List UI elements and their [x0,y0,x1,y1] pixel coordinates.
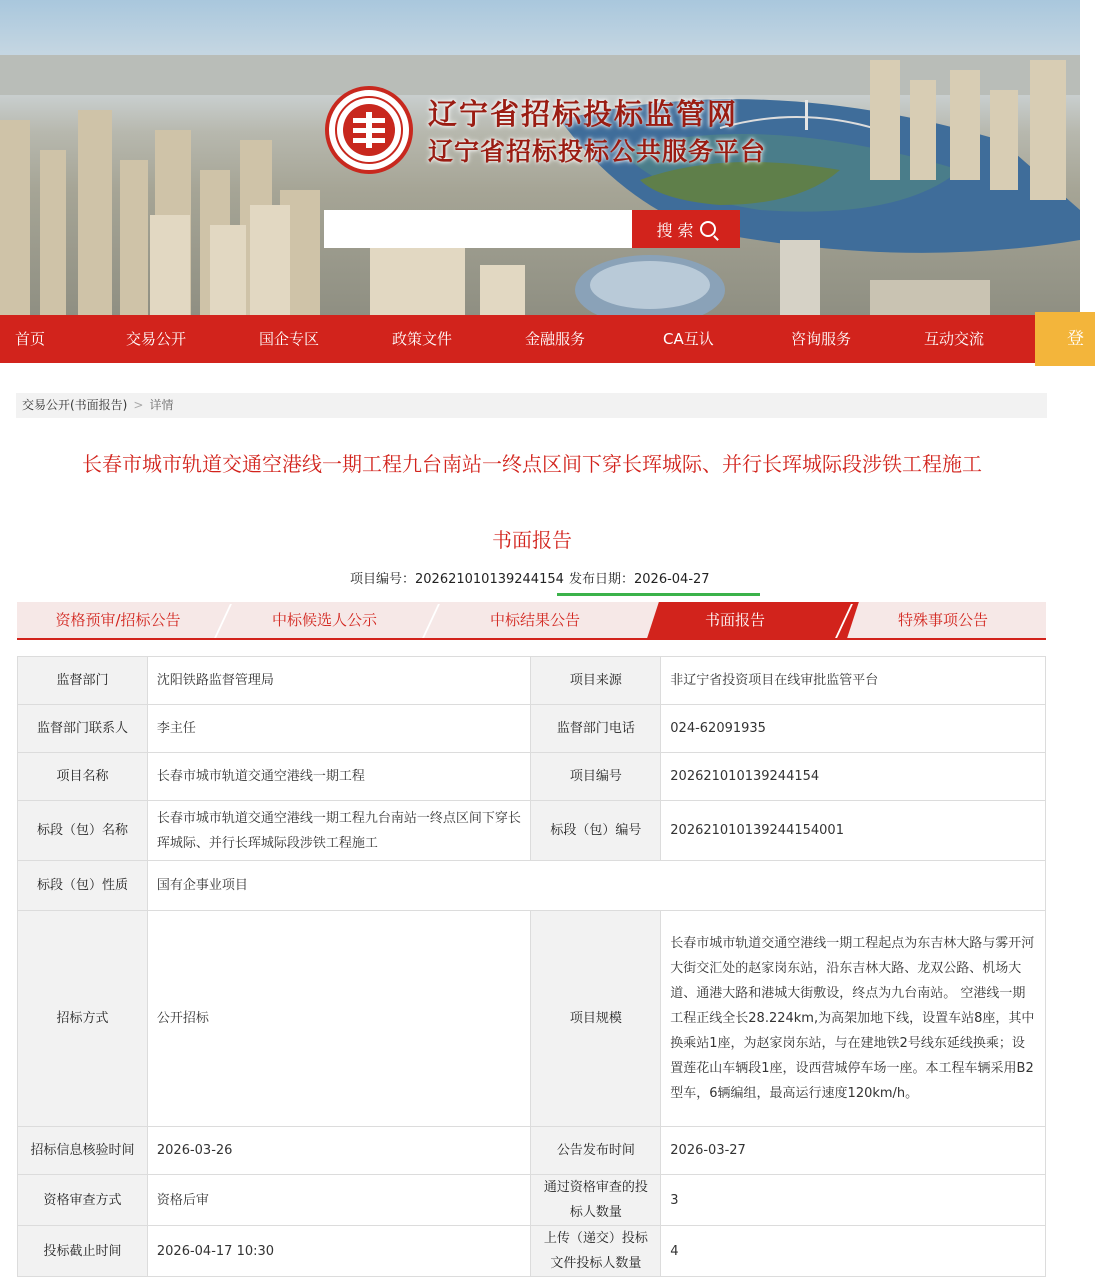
announcement-tabs [17,602,1046,640]
nav-item-consult[interactable]: 咨询服务 [791,330,852,348]
cell-label: 通过资格审查的投标人数量 [531,1175,661,1226]
table-row [18,657,1046,705]
logo-glyph [343,104,395,156]
search-button-label: 搜 索 [656,220,694,240]
cell-label: 监督部门联系人 [18,705,148,753]
cell-label: 标段（包）名称 [18,801,148,861]
nav-item-soe[interactable]: 国企专区 [259,330,320,348]
nav-item-home[interactable]: 首页 [15,330,46,348]
nav-item-finance[interactable]: 金融服务 [525,330,586,348]
login-button[interactable]: 登 [1035,312,1095,366]
cell-label: 监督部门电话 [531,705,661,753]
nav-item-ca[interactable]: CA互认 [663,330,714,348]
cell-value: 沈阳铁路监督管理局 [147,657,531,705]
cell-label: 招标方式 [18,911,148,1127]
table-row [18,1175,1046,1226]
publish-date-label: 发布日期： [569,572,635,587]
cell-value: 024-62091935 [661,705,1046,753]
site-title: 辽宁省招标投标监管网 [428,97,739,131]
nav-item-interaction[interactable]: 互动交流 [924,330,985,348]
table-row [18,861,1046,911]
project-number-label: 项目编号： [350,572,416,587]
table-row [18,801,1046,861]
nav-item-policy[interactable]: 政策文件 [392,330,453,348]
tab-special-notice[interactable]: 特殊事项公告 [897,611,988,629]
table-row [18,1127,1046,1175]
cell-label: 招标信息核验时间 [18,1127,148,1175]
publish-date-underline [557,593,760,596]
cell-label: 项目名称 [18,753,148,801]
cell-value: 公开招标 [147,911,531,1127]
site-logo-icon[interactable] [325,86,413,174]
site-subtitle: 辽宁省招标投标公共服务平台 [428,137,767,166]
cell-value: 长春市城市轨道交通空港线一期工程 [147,753,531,801]
cell-label: 公告发布时间 [531,1127,661,1175]
project-number-value: 202621010139244154 [415,572,564,587]
breadcrumb [16,393,1047,418]
cell-value: 202621010139244154 [661,753,1046,801]
project-number-meta [350,568,564,587]
search-icon [700,221,716,237]
nav-item-trading[interactable]: 交易公开 [126,330,187,348]
breadcrumb-chevron-icon: > [133,398,144,412]
cell-value: 李主任 [147,705,531,753]
cell-label: 项目来源 [531,657,661,705]
table-row [18,1226,1046,1277]
document-type: 书面报告 [492,528,572,552]
breadcrumb-parent[interactable]: 交易公开(书面报告) [22,398,128,412]
main-nav [0,315,1080,363]
cell-label: 项目规模 [531,911,661,1127]
table-row [18,911,1046,1127]
cell-label: 投标截止时间 [18,1226,148,1277]
cell-label: 上传（递交）投标文件投标人数量 [531,1226,661,1277]
header-banner [0,0,1080,315]
cell-label: 标段（包）性质 [18,861,148,911]
cell-value: 202621010139244154001 [661,801,1046,861]
table-row [18,705,1046,753]
tab-prequalification[interactable]: 资格预审/招标公告 [55,611,181,629]
cell-value: 2026-04-17 10:30 [147,1226,531,1277]
search-button[interactable] [632,210,740,248]
cell-label: 资格审查方式 [18,1175,148,1226]
tab-candidates[interactable]: 中标候选人公示 [271,611,377,629]
table-row [18,753,1046,801]
cell-label: 项目编号 [531,753,661,801]
cell-value: 长春市城市轨道交通空港线一期工程九台南站一终点区间下穿长珲城际、并行长珲城际段涉铁工程施工 [147,801,531,861]
cell-label: 标段（包）编号 [531,801,661,861]
cell-value: 2026-03-27 [661,1127,1046,1175]
cell-value: 资格后审 [147,1175,531,1226]
tab-result[interactable]: 中标结果公告 [489,611,580,629]
tab-written-report[interactable]: 书面报告 [704,611,765,629]
cell-value: 4 [661,1226,1046,1277]
cell-value: 3 [661,1175,1046,1226]
cell-value: 非辽宁省投资项目在线审批监管平台 [661,657,1046,705]
search-input[interactable] [324,210,632,248]
publish-date-value: 2026-04-27 [634,572,710,587]
cell-value: 2026-03-26 [147,1127,531,1175]
cell-value: 长春市城市轨道交通空港线一期工程起点为东吉林大路与雾开河大街交汇处的赵家岗东站，沿东吉林大路、龙双公路、机场大道、通港大路和港城大街敷设，终点为九台南站。 空港线一期工程正线全长28.224km,为高架加地下线，设置车站8座，其中换乘站1座，为赵家岗东站，与在建地铁2号线东延线换乘；设置莲花山车辆段1座，设西营城停车场一座。本工程车辆采用B2型车，6辆编组，最高运行速度120km/h。 [661,911,1046,1127]
cell-value: 国有企事业项目 [147,861,1045,911]
publish-date-meta [569,568,710,587]
cell-label: 监督部门 [18,657,148,705]
project-info-table [17,656,1046,1277]
breadcrumb-current: 详情 [149,398,174,412]
page-title: 长春市城市轨道交通空港线一期工程九台南站一终点区间下穿长珲城际、并行长珲城际段涉铁工程施工 [82,452,982,476]
